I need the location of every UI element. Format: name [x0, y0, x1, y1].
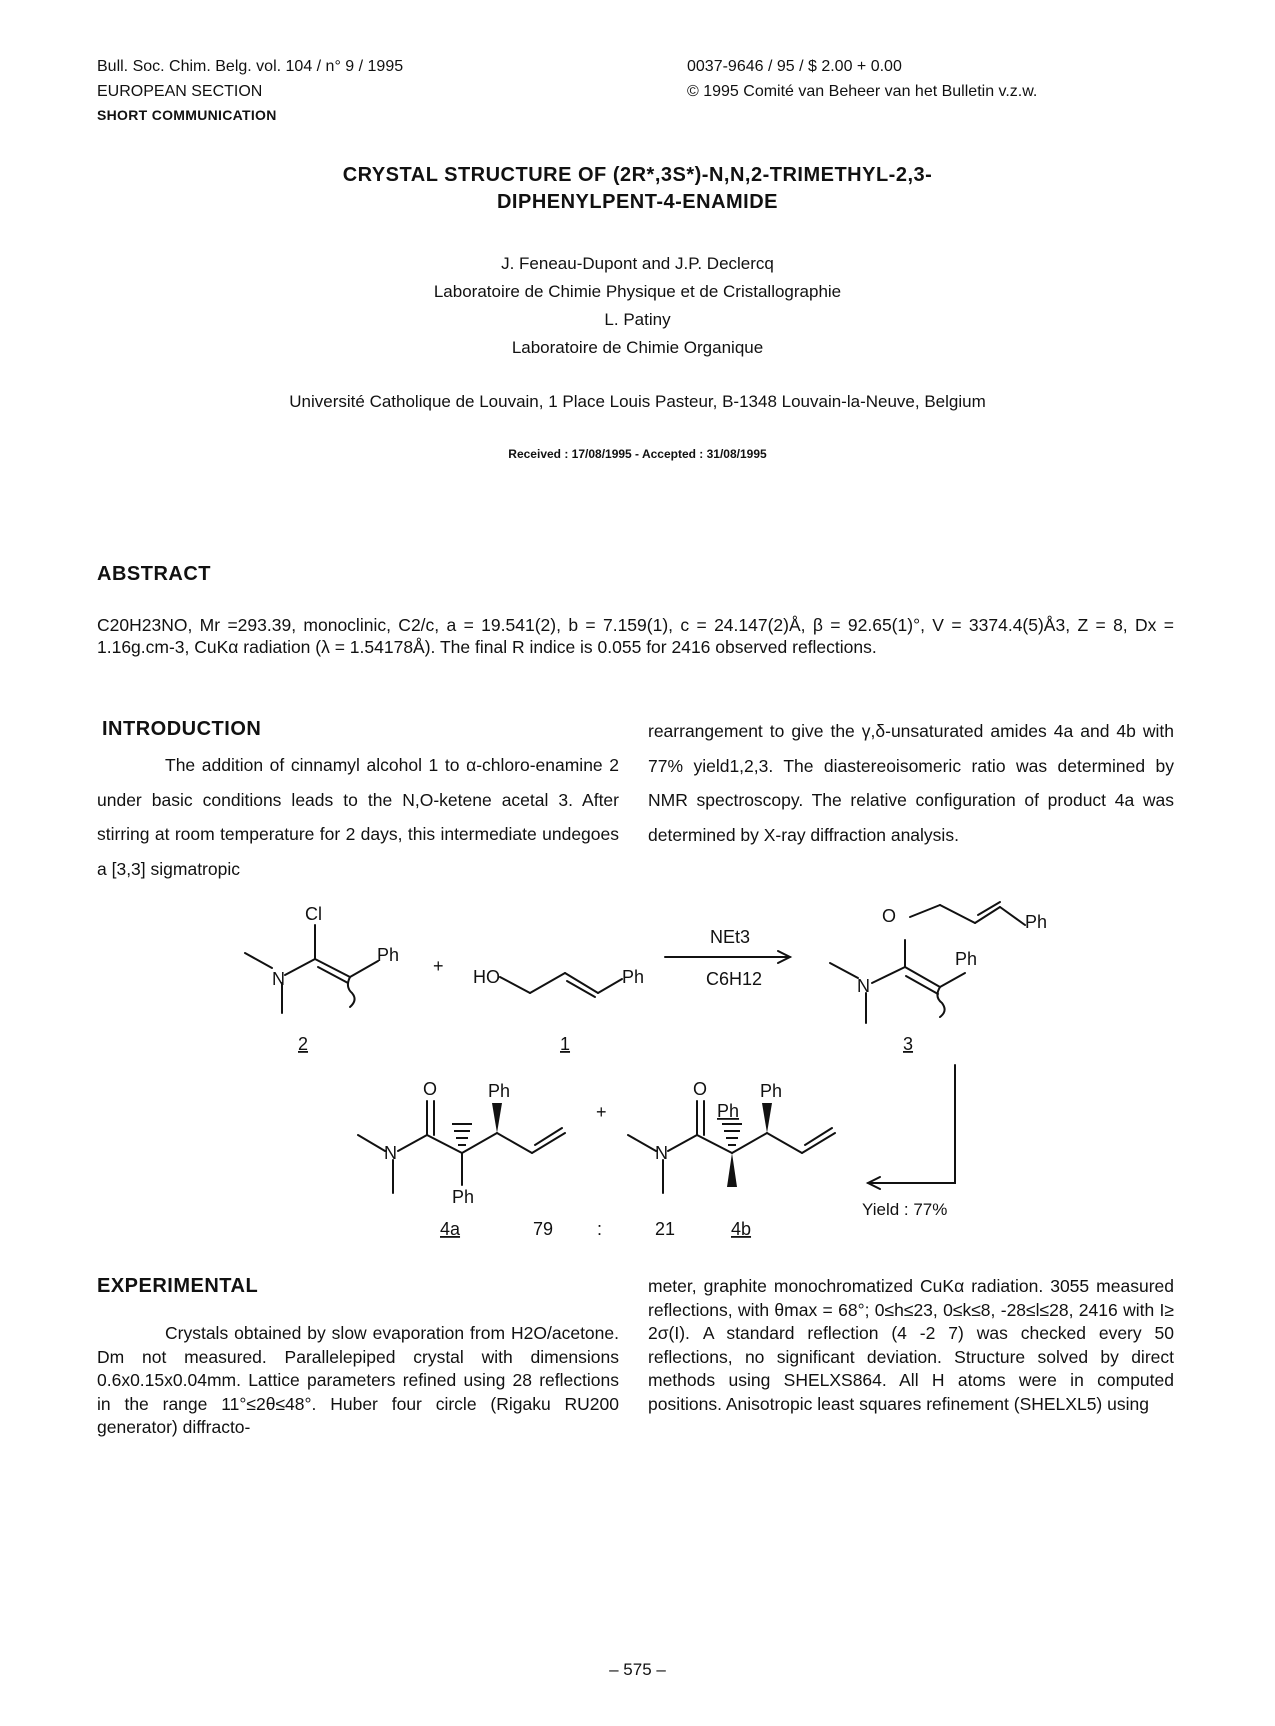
author-block — [150, 250, 1125, 362]
introduction-left-column: The addition of cinnamyl alcohol 1 to α-chloro-enamine 2 under basic conditions leads to the N,O-ketene acetal 3. After stirring at room temperature for 2 days, this intermediate undegoes a [3,3] sigmatropic — [97, 755, 619, 879]
author-lab: Laboratoire de Chimie Organique — [511, 338, 764, 357]
reagent-triethylamine: NEt3 — [710, 927, 751, 947]
journal-section: EUROPEAN SECTION — [97, 83, 263, 100]
abstract-heading: ABSTRACT — [97, 563, 211, 585]
received-dates: Received : 17/08/1995 - Accepted : 31/08/1995 — [508, 447, 767, 461]
title-line-1: CRYSTAL STRUCTURE OF (2R*,3S*)-N,N,2-TRIMETHYL-2,3- — [342, 164, 933, 186]
hydroxyl-group: HO — [473, 967, 500, 987]
article-title — [150, 162, 1125, 216]
page-number: – 575 – — [609, 1660, 666, 1679]
phenyl-group: Ph — [955, 949, 978, 969]
oxygen-atom: O — [882, 906, 897, 926]
compound-4b-label: 4b — [731, 1219, 752, 1239]
phenyl-group: Ph — [1025, 912, 1048, 932]
solvent-hexane: C6H12 — [706, 969, 763, 989]
oxygen-atom: O — [423, 1079, 438, 1099]
affiliation: Université Catholique de Louvain, 1 Place Louis Pasteur, B-1348 Louvain-la-Neuve, Belgium — [289, 392, 986, 411]
compound-3-label: 3 — [903, 1034, 914, 1054]
compound-4a-label: 4a — [440, 1219, 461, 1239]
experimental-heading: EXPERIMENTAL — [97, 1275, 259, 1297]
article-type: SHORT COMMUNICATION — [97, 107, 277, 123]
experimental-right-column: meter, graphite monochromatized CuKα radiation. 3055 measured reflections, with θmax = 68°; 0≤h≤23, 0≤k≤8, -28≤l≤28, 2416 with I≥ 2σ(I). A standard reflection (4 -2 7) was checked every 50 reflections, no significant deviation. Structure solved by direct methods using SHELXS864. All H atoms were in computed positions. Anisotropic least squares refinement (SHELXL5) using — [648, 1276, 1174, 1414]
experimental-left-column: Crystals obtained by slow evaporation from H2O/acetone. Dm not measured. Parallelepiped crystal with dimensions 0.6x0.15x0.04mm. Lattice parameters refined using 28 reflections in the range 11°≤2θ≤48°. Huber four circle (Rigaku RU200 generator) diffracto- — [97, 1323, 619, 1438]
author-line: L. Patiny — [604, 310, 671, 329]
phenyl-group: Ph — [488, 1081, 511, 1101]
reaction-yield: Yield : 77% — [862, 1200, 948, 1219]
introduction-right-column: rearrangement to give the γ,δ-unsaturated amides 4a and 4b with 77% yield1,2,3. The diastereoisomeric ratio was determined by NMR spectroscopy. The relative configuration of product 4a was determined by X-ray diffraction analysis. — [648, 721, 1174, 845]
phenyl-group: Ph — [717, 1101, 740, 1121]
phenyl-group: Ph — [622, 967, 645, 987]
plus-sign: + — [596, 1102, 607, 1122]
author-lab: Laboratoire de Chimie Physique et de Cristallographie — [433, 282, 842, 301]
issn-line: 0037-9646 / 95 / $ 2.00 + 0.00 — [687, 58, 902, 75]
chlorine-atom: Cl — [305, 904, 322, 924]
ratio-4a: 79 — [533, 1219, 554, 1239]
phenyl-group: Ph — [452, 1187, 475, 1207]
abstract-text: C20H23NO, Mr =293.39, monoclinic, C2/c, a = 19.541(2), b = 7.159(1), c = 24.147(2)Å, β = 92.65(1)°, V = 3374.4(5)Å3, Z = 8, Dx = 1.16g.cm-3, CuKα radiation (λ = 1.54178Å). The final R indice is 0.055 for 2416 observed reflections. — [97, 615, 1174, 657]
copyright-line: © 1995 Comité van Beheer van het Bulletin v.z.w. — [687, 83, 1038, 100]
nitrogen-atom: N — [655, 1143, 668, 1163]
nitrogen-atom: N — [384, 1143, 397, 1163]
title-line-2: DIPHENYLPENT-4-ENAMIDE — [496, 191, 779, 213]
plus-sign: + — [433, 956, 444, 976]
oxygen-atom: O — [693, 1079, 708, 1099]
introduction-heading: INTRODUCTION — [102, 718, 262, 740]
reaction-scheme — [0, 895, 1275, 1250]
journal-citation: Bull. Soc. Chim. Belg. vol. 104 / n° 9 / 1995 — [97, 58, 404, 75]
nitrogen-atom: N — [272, 969, 285, 989]
ratio-separator: : — [597, 1219, 603, 1239]
phenyl-group: Ph — [377, 945, 400, 965]
compound-2-label: 2 — [298, 1034, 309, 1054]
author-line: J. Feneau-Dupont and J.P. Declercq — [501, 254, 774, 273]
compound-1-label: 1 — [560, 1034, 571, 1054]
phenyl-group: Ph — [760, 1081, 783, 1101]
nitrogen-atom: N — [857, 976, 870, 996]
ratio-4b: 21 — [655, 1219, 676, 1239]
